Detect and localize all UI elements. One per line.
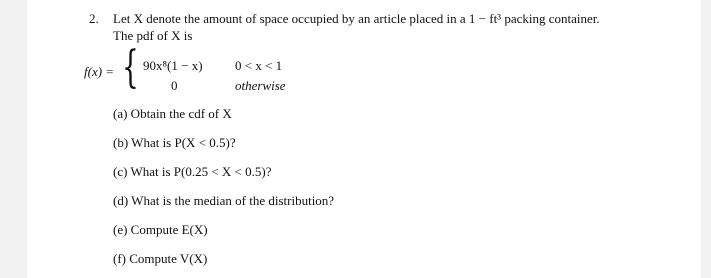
problem-statement-line-1: Let X denote the amount of space occupied by an article placed in a 1 − ft³ packing container. <box>113 11 600 26</box>
pdf-case-1-condition: 0 < x < 1 <box>235 58 283 73</box>
question-part-f: (f) Compute V(X) <box>113 251 208 266</box>
pdf-case-1-expression: 90x⁸(1 − x) <box>143 58 203 73</box>
pdf-case-2-expression: 0 <box>171 78 178 93</box>
question-part-a: (a) Obtain the cdf of X <box>113 106 232 121</box>
question-part-b: (b) What is P(X < 0.5)? <box>113 135 236 150</box>
cases-brace: { <box>122 42 139 93</box>
problem-statement-line-2: The pdf of X is <box>113 28 193 43</box>
question-part-c: (c) What is P(0.25 < X < 0.5)? <box>113 164 272 179</box>
problem-number: 2. <box>89 11 99 26</box>
pdf-case-2-condition: otherwise <box>235 78 286 93</box>
question-part-d: (d) What is the median of the distribution? <box>113 193 335 208</box>
pdf-lhs: f(x) = <box>84 64 115 79</box>
question-part-e: (e) Compute E(X) <box>113 222 208 237</box>
document-page <box>27 0 701 278</box>
